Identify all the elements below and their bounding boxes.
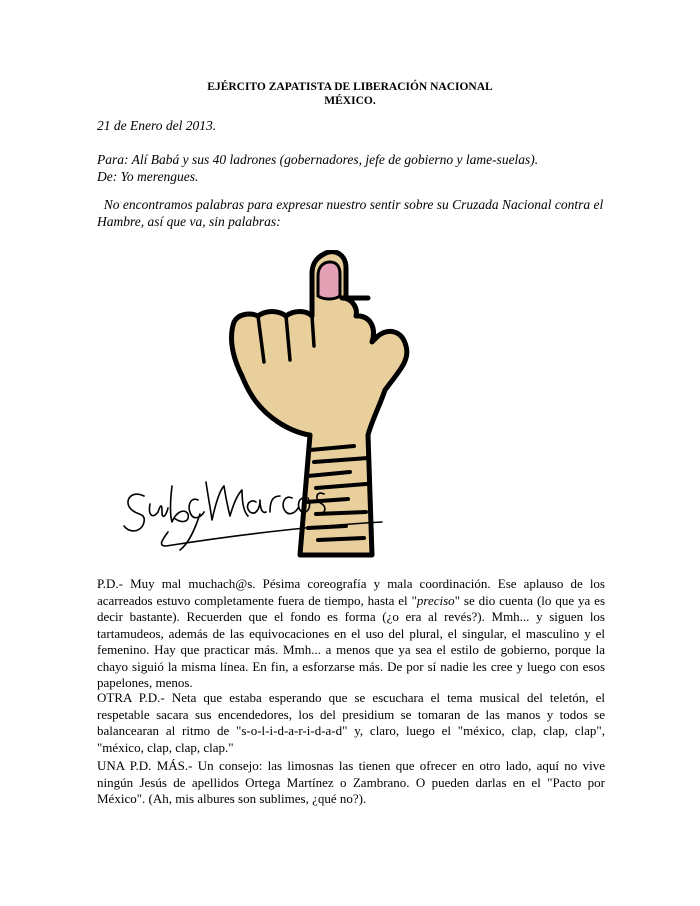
ps1-emphasis: preciso (416, 592, 455, 608)
recipient-block (97, 151, 617, 185)
intro-text: No encontramos palabras para expresar nuestro sentir sobre su Cruzada Nacional contra el Hambre, así que va, sin palabras: (97, 197, 604, 229)
letter-header (0, 80, 700, 108)
intro-paragraph (97, 196, 617, 230)
finger-line (312, 316, 314, 346)
postscript-1 (97, 576, 605, 692)
recipient-line: Para: Alí Babá y sus 40 ladrones (gobernadores, jefe de gobierno y lame-suelas). (97, 152, 539, 167)
postscript-3: UNA P.D. MÁS.- Un consejo: las limosnas las tienen que ofrecer en otro lado, aquí no vive ningún Jesús de apellidos Ortega Martínez o Zambrano. O pueden darlas en el "Pacto por México". (Ah, mis albures son sublimes, ¿qué no?). (97, 758, 605, 806)
middle-finger-illustration (110, 250, 440, 570)
fingernail (318, 262, 340, 299)
ps1-text-end: " se dio cuenta (lo que ya es decir bastante). Recuerden que el fondo es forma (¿o era al revés?). Mmh... y siguen los tartamudeos, además de las equivocaciones en el uso del plural, el singular, el masculino y el femenino. Hay que practicar más. Mmh... a menos que ya sea el estilo de gobierno, porque la chayo siguió la misma línea. En fin, a esforzarse más. De por sí nadie les cree y luego con esos papelones, menos. (97, 592, 606, 690)
ps1-text-start: P.D.- Muy mal muchach@s. Pésima coreografía y mala coordinación. Ese aplauso de los acarreados estuvo completamente fuera de tiempo, hasta el " (97, 576, 605, 608)
header-country: MÉXICO. (324, 95, 376, 107)
header-organization: EJÉRCITO ZAPATISTA DE LIBERACIÓN NACIONAL (207, 81, 493, 93)
sender-line: De: Yo merengues. (97, 169, 199, 184)
letter-date: 21 de Enero del 2013. (97, 118, 217, 133)
postscript-2: OTRA P.D.- Neta que estaba esperando que se escuchara el tema musical del teletón, el respetable sacara sus encendedores, los del presidium se tomaran de las manos y todos se balancearan al ritmo de "s-o-l-i-d-a-r-i-d-a-d" y, claro, luego el "méxico, clap, clap, clap", "méxico, clap, clap, clap." (97, 690, 605, 755)
